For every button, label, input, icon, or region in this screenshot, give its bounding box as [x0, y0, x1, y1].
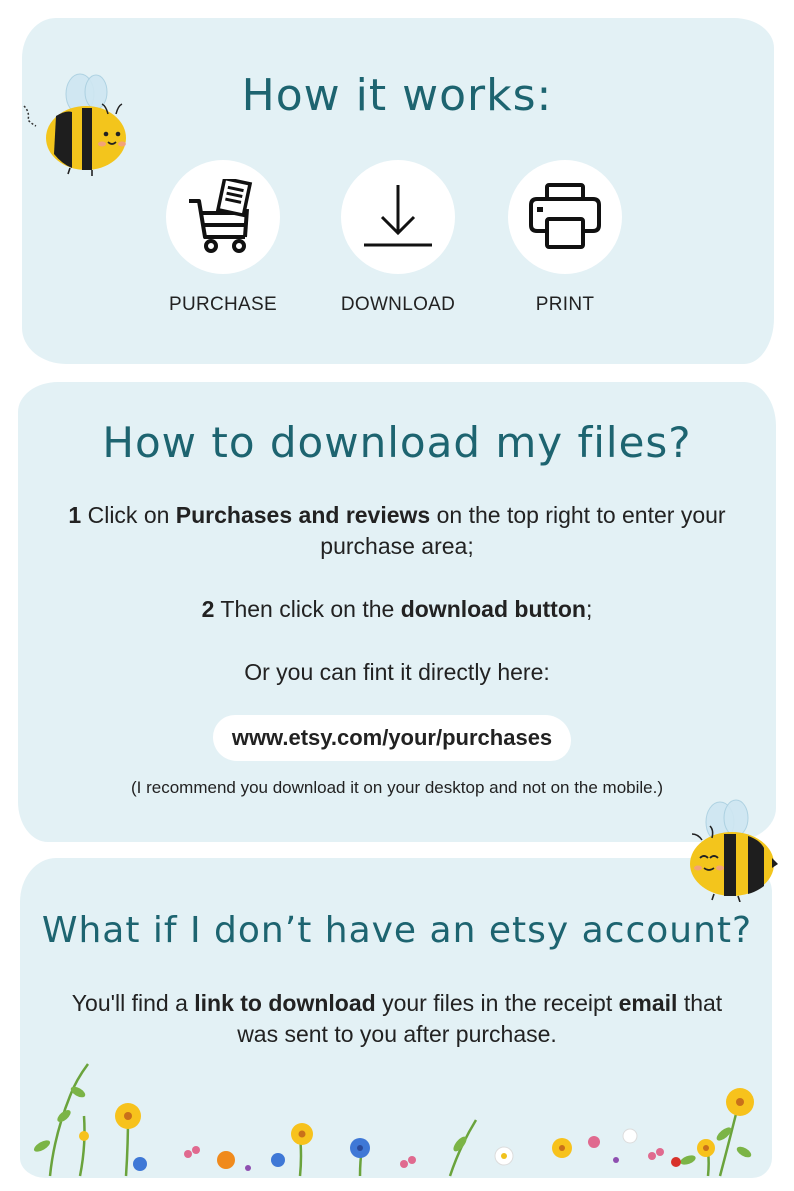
p3-mid: your files in the receipt — [375, 990, 619, 1016]
bee-illustration-top-left — [22, 72, 132, 176]
p3-pre: You'll find a — [71, 990, 195, 1016]
step-2-bold: download button — [400, 596, 586, 622]
red-flowers — [671, 1157, 681, 1167]
download-icon — [360, 179, 436, 255]
yellow-flowers — [79, 1088, 754, 1158]
purchase-label: PURCHASE — [169, 294, 277, 315]
instruction-step-2 — [60, 594, 734, 625]
download-circle — [341, 160, 455, 274]
step-1-post: on the top right to enter your purchase area; — [320, 502, 726, 559]
wildflowers-decoration — [20, 1056, 772, 1178]
how-it-works-title: How it works: — [241, 70, 553, 121]
step-1-bold: Purchases and reviews — [175, 502, 431, 528]
step-1-pre: Click on — [81, 502, 176, 528]
desktop-recommendation-note: (I recommend you download it on your desktop and not on the mobile.) — [130, 778, 664, 797]
p3-bold-email: email — [618, 990, 678, 1016]
print-label: PRINT — [535, 294, 595, 315]
step-2-pre: Then click on the — [214, 596, 401, 622]
orange-flowers — [217, 1151, 235, 1169]
no-account-title: What if I don’t have an etsy account? — [41, 910, 753, 951]
step-2-post: ; — [585, 596, 593, 622]
step-1-number: 1 — [68, 502, 82, 528]
print-circle — [508, 160, 622, 274]
instruction-step-1 — [60, 500, 734, 562]
purchase-circle — [166, 160, 280, 274]
step-print — [475, 160, 655, 316]
step-download — [308, 160, 488, 316]
step-2-number: 2 — [201, 596, 215, 622]
p3-bold-link: link to download — [194, 990, 376, 1016]
purchases-link[interactable]: www.etsy.com/your/purchases — [213, 715, 571, 761]
pink-flowers — [184, 1136, 664, 1168]
bee-illustration-right — [684, 798, 780, 902]
step-purchase — [133, 160, 313, 316]
no-account-paragraph — [60, 988, 734, 1050]
blue-flowers — [133, 1138, 370, 1171]
printer-icon — [527, 179, 603, 255]
download-label: DOWNLOAD — [340, 294, 456, 315]
shopping-cart-icon — [185, 179, 261, 255]
p3-post: that was sent to you after purchase. — [237, 990, 723, 1047]
how-to-download-title: How to download my files? — [102, 418, 692, 467]
alternative-text: Or you can fint it directly here: — [244, 659, 550, 685]
